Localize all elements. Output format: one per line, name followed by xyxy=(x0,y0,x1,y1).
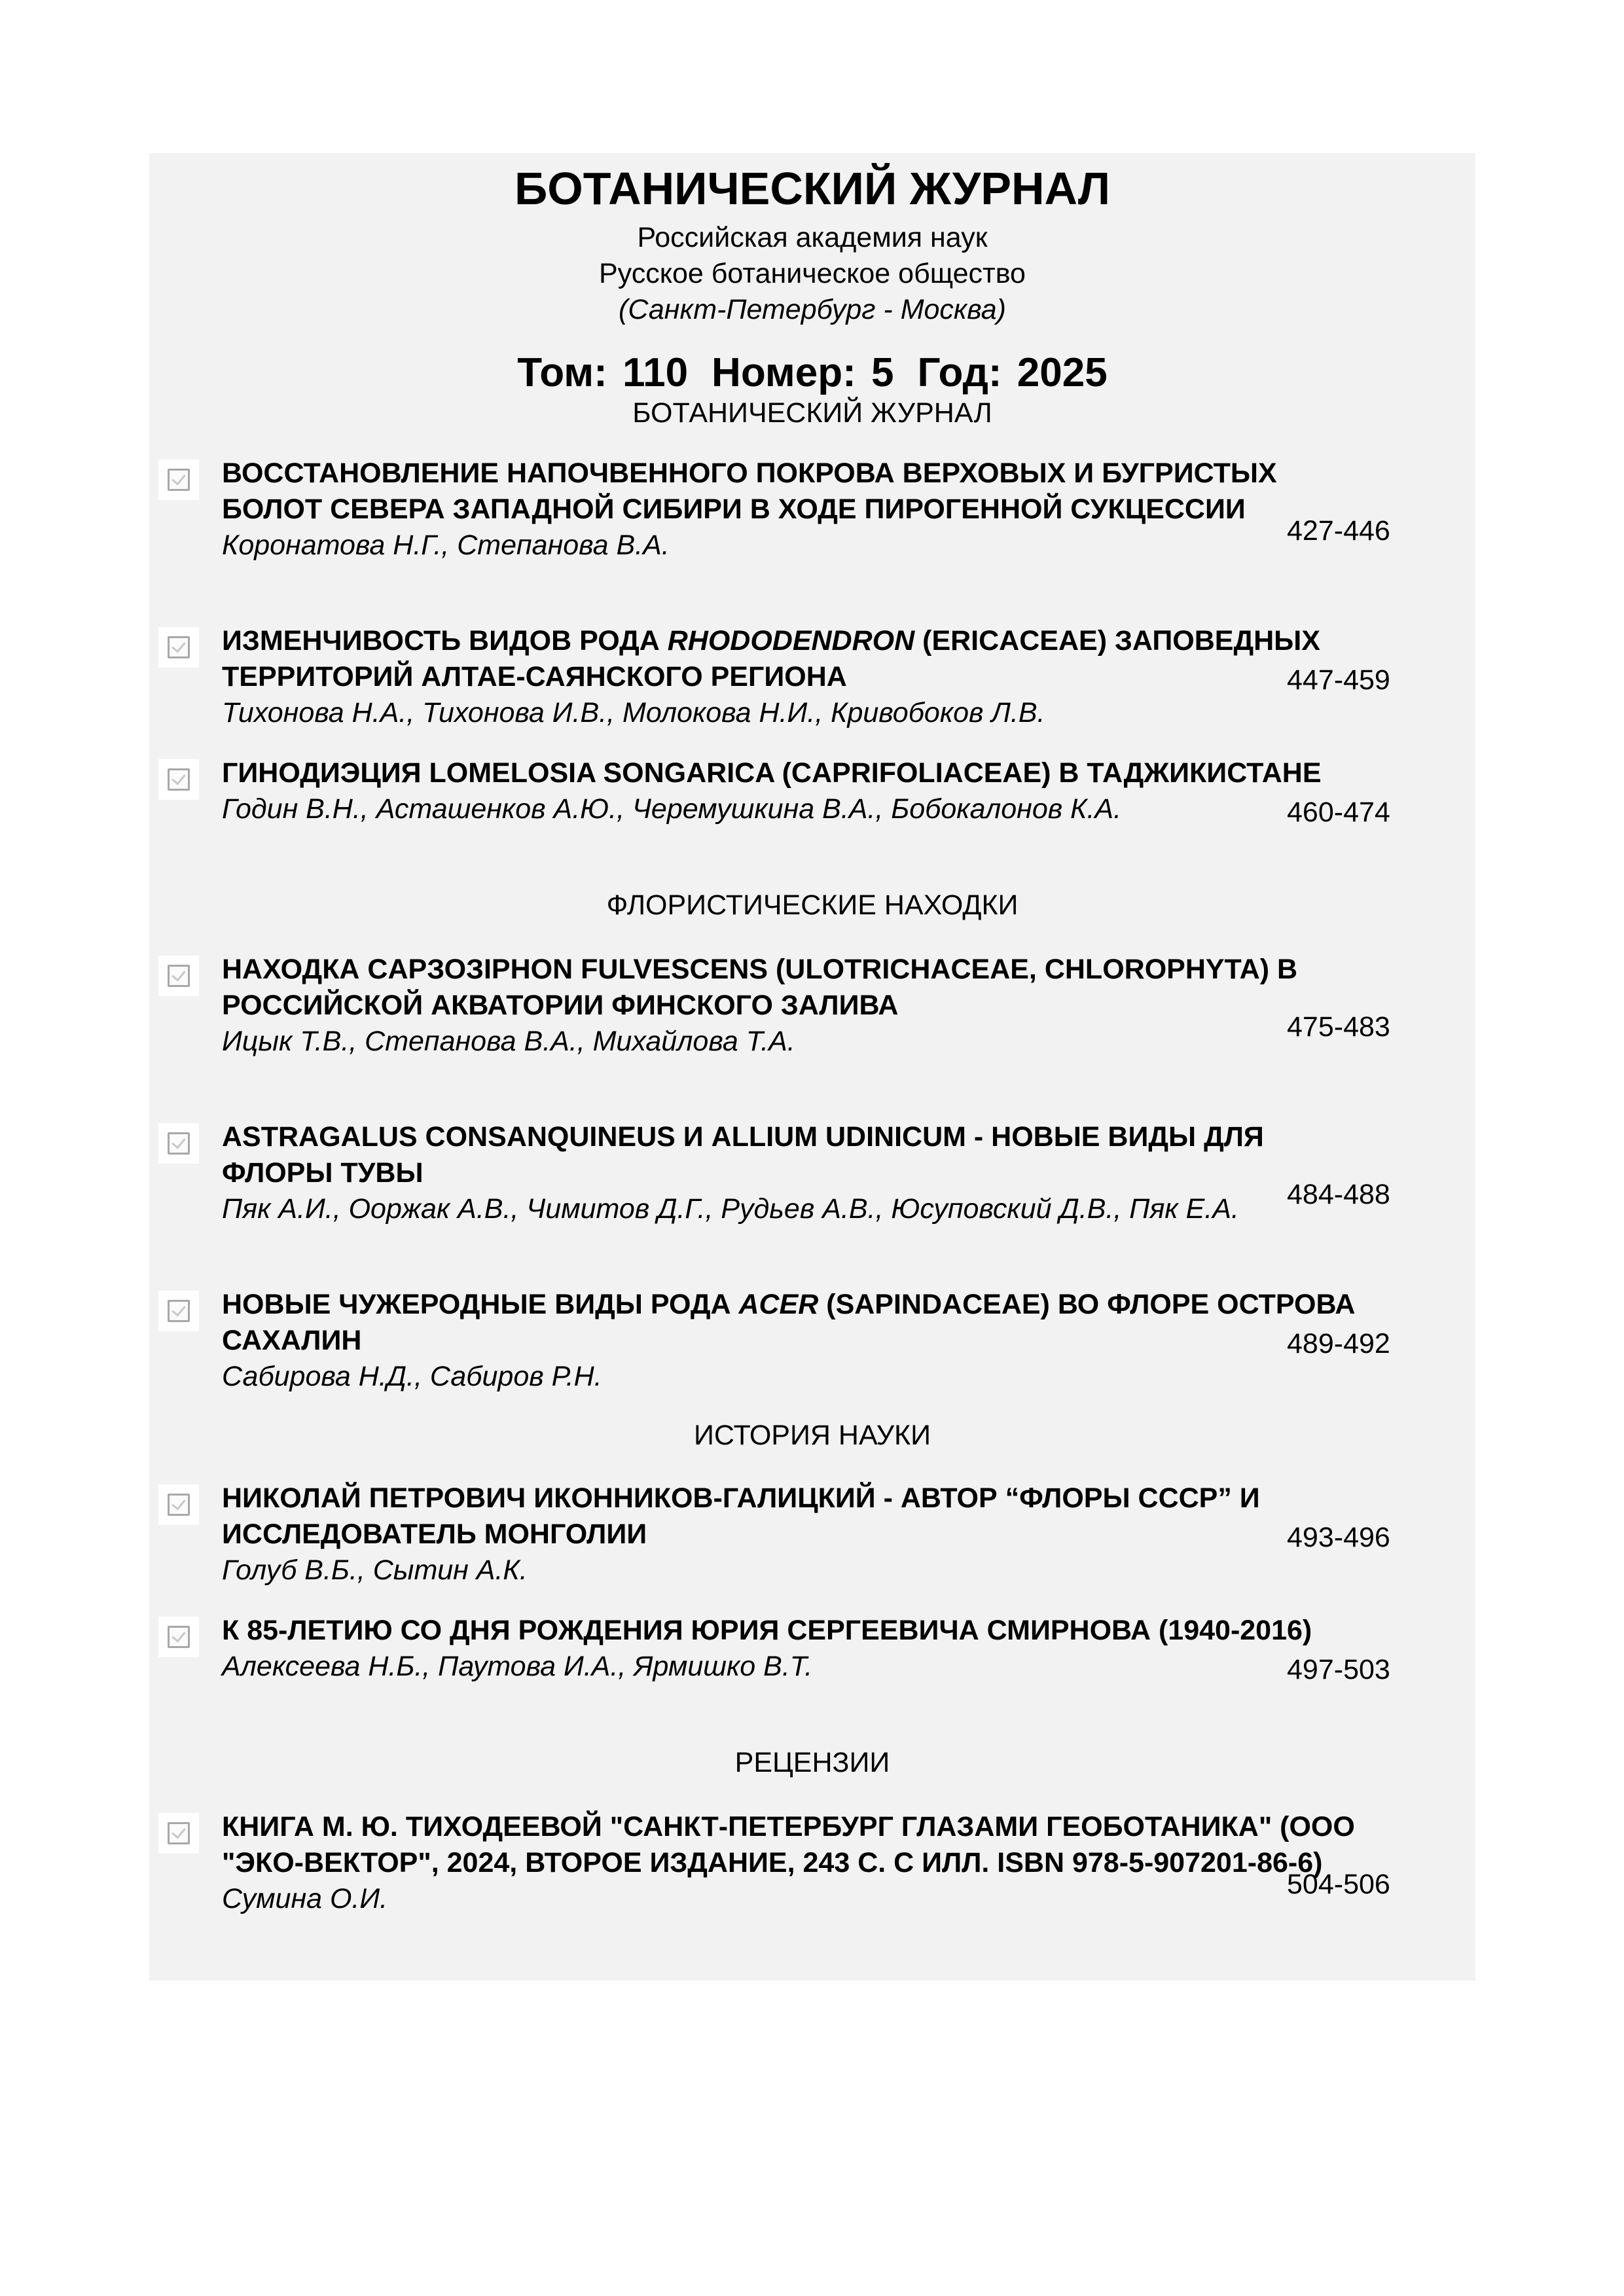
article-title-text: НИКОЛАЙ ПЕТРОВИЧ ИКОННИКОВ-ГАЛИЦКИЙ - АВТОР “ФЛОРЫ СССР” И ИССЛЕДОВАТЕЛЬ МОНГОЛИИ xyxy=(222,1482,1260,1550)
article-body xyxy=(222,1480,1361,1588)
volume-label: Том: 110 xyxy=(517,350,689,395)
checkbox-icon xyxy=(168,965,190,987)
article-authors: Пяк А.И., Ооржак А.В., Чимитов Д.Г., Рудьев А.В., Юсуповский Д.В., Пяк Е.А. xyxy=(222,1193,1239,1225)
article-pages: 489-492 xyxy=(1287,1328,1390,1359)
article-checkbox[interactable] xyxy=(158,759,199,800)
article-title-text: ИЗМЕНЧИВОСТЬ ВИДОВ РОДА xyxy=(222,625,668,656)
section-heading: РЕЦЕНЗИИ xyxy=(734,1747,890,1778)
section-heading: ИСТОРИЯ НАУКИ xyxy=(693,1420,931,1451)
article-authors: Голуб В.Б., Сытин А.К. xyxy=(222,1554,528,1586)
article-title[interactable] xyxy=(222,1287,1361,1359)
checkbox-icon xyxy=(168,1300,190,1322)
checkbox-icon xyxy=(168,1822,190,1844)
article-checkbox[interactable] xyxy=(158,956,199,996)
article-authors: Сабирова Н.Д., Сабиров Р.Н. xyxy=(222,1361,602,1392)
checkbox-icon xyxy=(168,469,190,491)
article-title[interactable] xyxy=(222,1119,1361,1191)
article-title[interactable] xyxy=(222,952,1361,1024)
article-body xyxy=(222,1613,1361,1685)
article-authors: Коронатова Н.Г., Степанова В.А. xyxy=(222,529,670,561)
article-title-text: ASTRAGALUS CONSANQUINEUS И ALLIUM UDINICUM - НОВЫЕ ВИДЫ ДЛЯ ФЛОРЫ ТУВЫ xyxy=(222,1121,1264,1189)
article-title-text: ВОССТАНОВЛЕНИЕ НАПОЧВЕННОГО ПОКРОВА ВЕРХОВЫХ И БУГРИСТЫХ БОЛОТ СЕВЕРА ЗАПАДНОЙ СИБИРИ В ХОДЕ ПИРОГЕННОЙ СУКЦЕССИИ xyxy=(222,457,1277,525)
article-pages: 493-496 xyxy=(1287,1522,1390,1553)
article-checkbox[interactable] xyxy=(158,1484,199,1525)
section-heading: БОТАНИЧЕСКИЙ ЖУРНАЛ xyxy=(632,397,992,429)
number-label: Номер: 5 xyxy=(712,350,894,395)
publisher-academy: Российская академия наук xyxy=(637,222,988,253)
article-authors: Сумина О.И. xyxy=(222,1883,388,1914)
article-body xyxy=(222,1119,1361,1227)
article-pages: 460-474 xyxy=(1287,797,1390,828)
article-title-text: (ERICACEAE) ЗАПОВЕДНЫХ ТЕРРИТОРИЙ АЛТАЕ-САЯНСКОГО РЕГИОНА xyxy=(222,625,1320,692)
checkbox-icon xyxy=(168,1132,190,1155)
article-authors: Тихонова Н.А., Тихонова И.В., Молокова Н.И., Кривобоков Л.В. xyxy=(222,697,1045,728)
article-title[interactable] xyxy=(222,623,1361,695)
article-body xyxy=(222,1809,1361,1917)
article-title-text: НАХОДКА CAPЗОЗIPHON FULVESCENS (ULOTRICHACEAE, CHLOROPHYTA) В РОССИЙСКОЙ АКВАТОРИИ ФИНСКОГО ЗАЛИВА xyxy=(222,954,1298,1021)
article-body xyxy=(222,755,1361,827)
article-pages: 484-488 xyxy=(1287,1179,1390,1210)
article-checkbox[interactable] xyxy=(158,1813,199,1854)
year-label: Год: 2025 xyxy=(917,350,1108,395)
article-body xyxy=(222,952,1361,1060)
article-pages: 447-459 xyxy=(1287,664,1390,696)
article-title[interactable] xyxy=(222,755,1361,791)
article-title[interactable] xyxy=(222,1613,1361,1649)
article-title-text: К 85-ЛЕТИЮ СО ДНЯ РОЖДЕНИЯ ЮРИЯ СЕРГЕЕВИЧА СМИРНОВА (1940-2016) xyxy=(222,1615,1312,1646)
article-title-taxon: ACER xyxy=(738,1289,819,1320)
article-title-text: НОВЫЕ ЧУЖЕРОДНЫЕ ВИДЫ РОДА xyxy=(222,1289,739,1320)
checkbox-icon xyxy=(168,768,190,791)
article-body xyxy=(222,456,1361,564)
article-checkbox[interactable] xyxy=(158,1123,199,1164)
article-title[interactable] xyxy=(222,1480,1361,1552)
article-title-text: (SAPINDACEAE) ВО ФЛОРЕ ОСТРОВА САХАЛИН xyxy=(222,1289,1356,1356)
article-checkbox[interactable] xyxy=(158,459,199,500)
article-authors: Алексеева Н.Б., Паутова И.А., Ярмишко В.Т. xyxy=(222,1651,813,1682)
article-title[interactable] xyxy=(222,456,1361,528)
article-checkbox[interactable] xyxy=(158,1617,199,1657)
article-checkbox[interactable] xyxy=(158,627,199,668)
article-authors: Годин В.Н., Асташенков А.Ю., Черемушкина В.А., Бобокалонов К.А. xyxy=(222,793,1122,825)
article-title-text: КНИГА М. Ю. ТИХОДЕЕВОЙ "САНКТ-ПЕТЕРБУРГ ГЛАЗАМИ ГЕОБОТАНИКА" (ООО "ЭКО-ВЕКТОР", 2024, ВТОРОЕ ИЗДАНИЕ, 243 С. С ИЛЛ. ISBN 978-5-907201-86-6) xyxy=(222,1811,1355,1878)
checkbox-icon xyxy=(168,1626,190,1648)
article-checkbox[interactable] xyxy=(158,1291,199,1331)
article-title-taxon: RHODODENDRON xyxy=(667,625,915,656)
article-body xyxy=(222,623,1361,731)
publication-city: (Санкт-Петербург - Москва) xyxy=(619,294,1006,325)
article-title[interactable] xyxy=(222,1809,1361,1881)
article-pages: 504-506 xyxy=(1287,1869,1390,1900)
table-of-contents xyxy=(149,153,1475,1981)
publisher-society: Русское ботаническое общество xyxy=(599,258,1026,289)
journal-header xyxy=(149,153,1475,399)
article-pages: 497-503 xyxy=(1287,1654,1390,1685)
checkbox-icon xyxy=(168,1494,190,1516)
article-title-text: ГИНОДИЭЦИЯ LOMELOSIA SONGARICA (CAPRIFOLIACEAE) В ТАДЖИКИСТАНЕ xyxy=(222,757,1322,789)
issue-info xyxy=(149,348,1475,399)
journal-title: БОТАНИЧЕСКИЙ ЖУРНАЛ xyxy=(514,163,1111,214)
article-body xyxy=(222,1287,1361,1395)
section-heading: ФЛОРИСТИЧЕСКИЕ НАХОДКИ xyxy=(606,889,1019,921)
article-pages: 475-483 xyxy=(1287,1011,1390,1043)
article-authors: Ицык Т.В., Степанова В.А., Михайлова Т.А. xyxy=(222,1026,795,1057)
article-pages: 427-446 xyxy=(1287,515,1390,547)
checkbox-icon xyxy=(168,636,190,658)
